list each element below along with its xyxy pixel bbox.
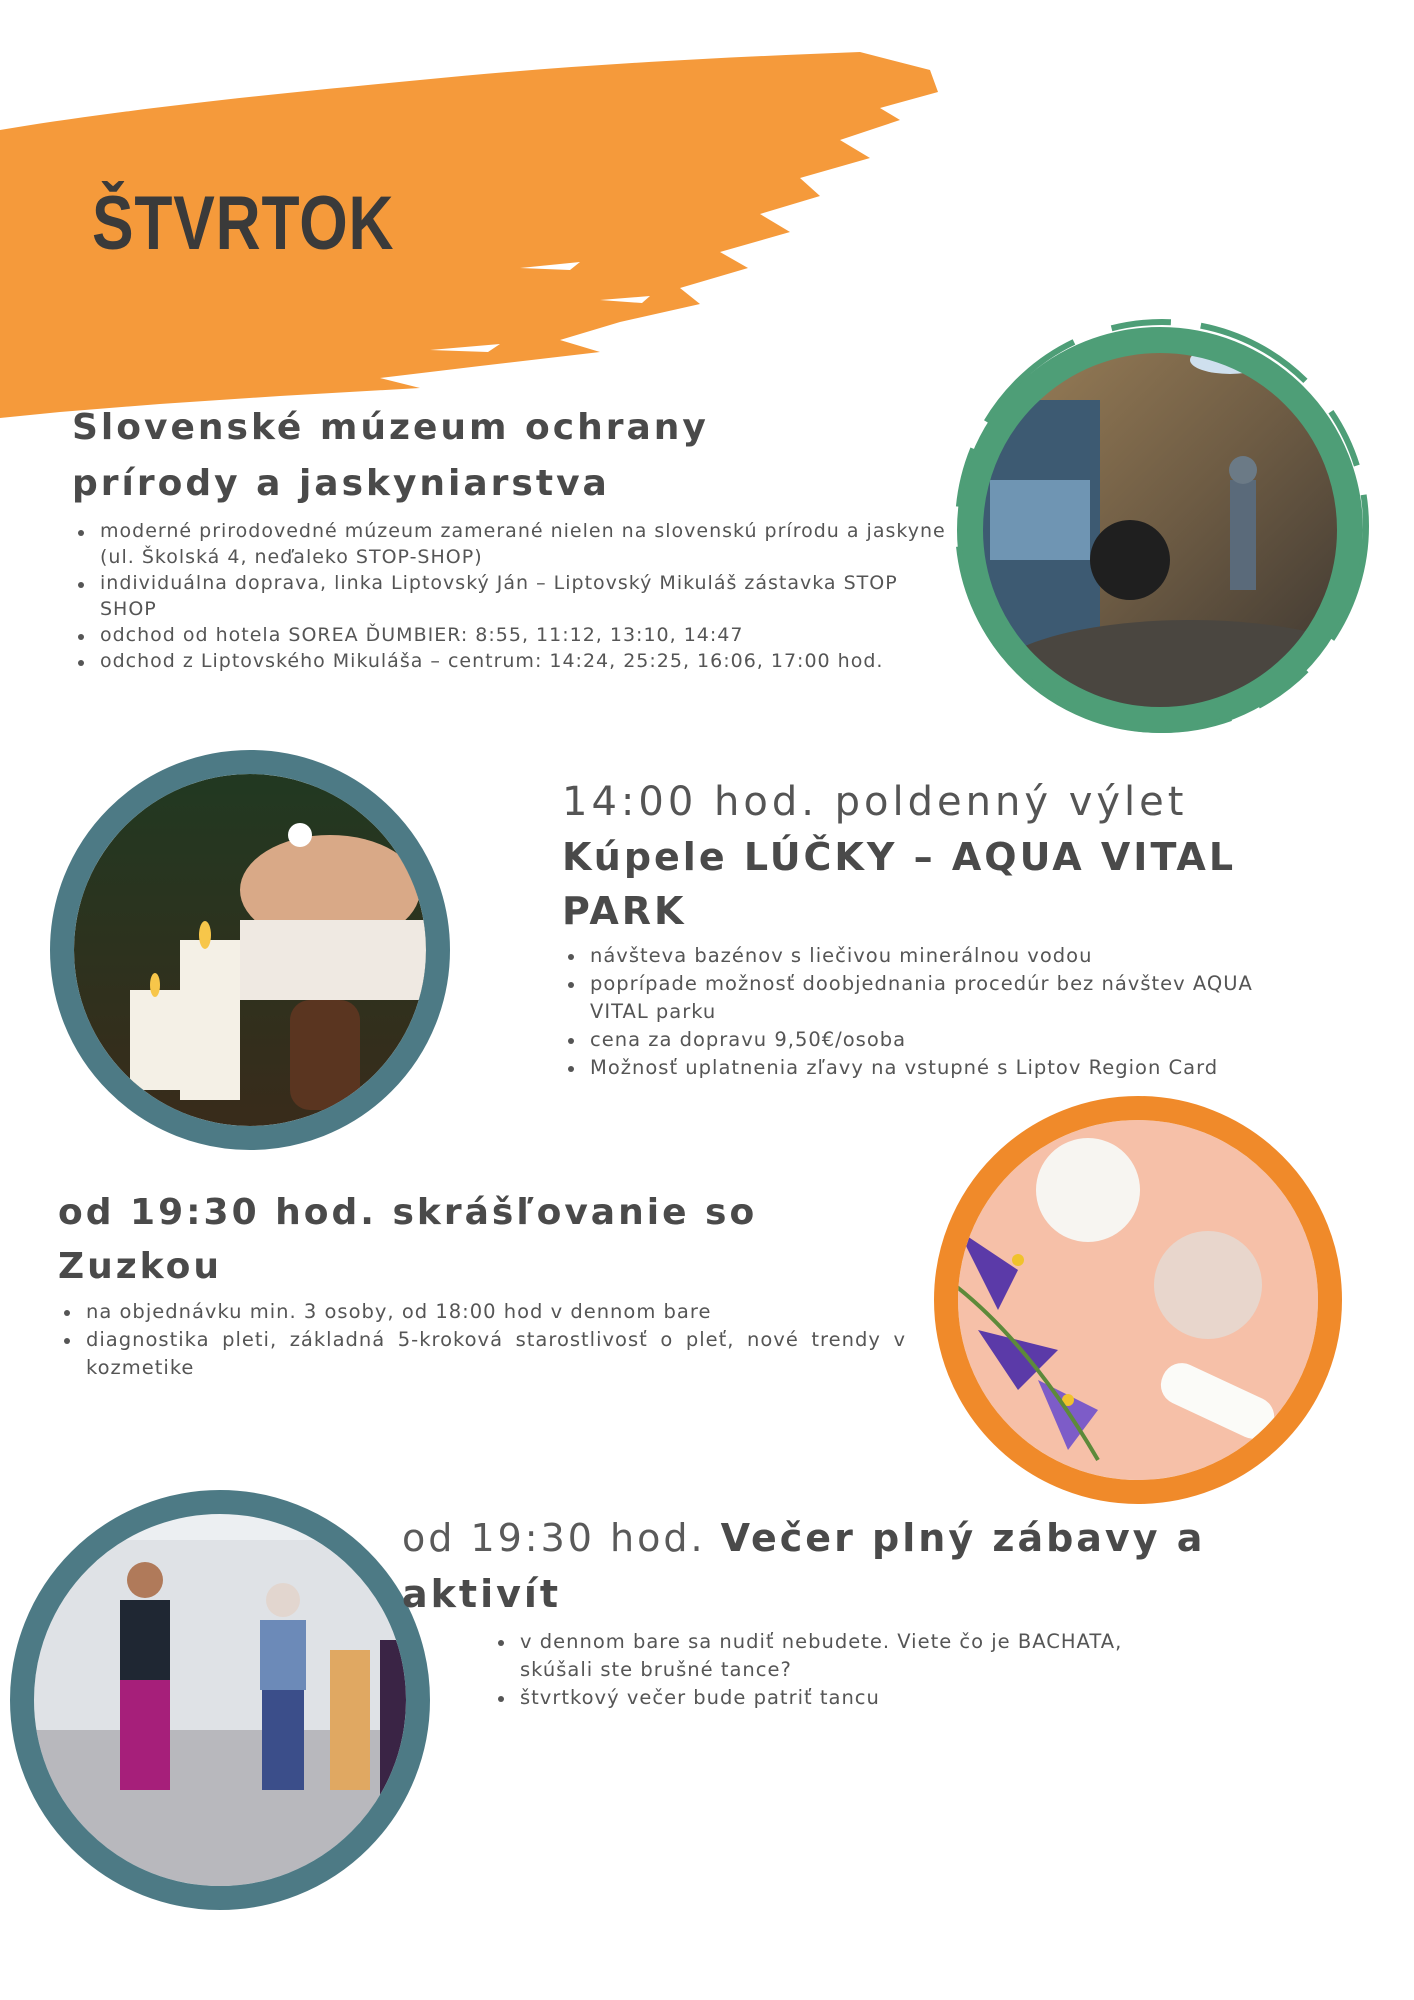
- section-museum-title: Slovenské múzeum ochrany prírody a jaskyniarstva: [72, 407, 709, 504]
- spa-candles-photo: [40, 740, 460, 1160]
- day-title: ŠTVRTOK: [92, 181, 395, 266]
- section-museum: [72, 400, 946, 674]
- list-item: štvrtkový večer bude patriť tancu: [520, 1684, 1160, 1712]
- section-evening-title-main: Večer plný zábavy a aktivít: [402, 1516, 1206, 1616]
- list-item: moderné prirodovedné múzeum zamerané nielen na slovenskú prírodu a jaskyne (ul. Školská 4, neďaleko STOP-SHOP): [100, 518, 960, 570]
- list-item: na objednávku min. 3 osoby, od 18:00 hod v dennom bare: [86, 1298, 906, 1326]
- list-item: návšteva bazénov s liečivou minerálnou vodou: [590, 942, 1280, 970]
- list-item: Možnosť uplatnenia zľavy na vstupné s Liptov Region Card: [590, 1054, 1280, 1082]
- section-beauty-list: [58, 1298, 906, 1382]
- list-item: v dennom bare sa nudiť nebudete. Viete čo je BACHATA, skúšali ste brušné tance?: [520, 1628, 1160, 1684]
- section-spa-subtitle: 14:00 hod. poldenný výlet: [562, 779, 1188, 825]
- list-item: odchod od hotela SOREA ĎUMBIER: 8:55, 11:12, 13:10, 14:47: [100, 622, 960, 648]
- dance-class-photo: [0, 1470, 460, 1930]
- list-item: individuálna doprava, linka Liptovský Ján – Liptovský Mikuláš zástavka STOP SHOP: [100, 570, 960, 622]
- list-item: diagnostika pleti, základná 5-kroková starostlivosť o pleť, nové trendy v kozmetike: [86, 1326, 906, 1382]
- section-evening: [402, 1510, 1342, 1712]
- list-item: odchod z Liptovského Mikuláša – centrum: 14:24, 25:25, 16:06, 17:00 hod.: [100, 648, 960, 674]
- section-evening-title: [402, 1510, 1342, 1622]
- section-spa-title: Kúpele LÚČKY – AQUA VITAL PARK: [562, 835, 1237, 933]
- section-spa: [562, 776, 1362, 1082]
- section-beauty: [58, 1186, 918, 1382]
- cave-museum-photo: [930, 300, 1390, 760]
- section-beauty-title: od 19:30 hod. skrášľovanie so Zuzkou: [58, 1192, 758, 1287]
- list-item: poprípade možnosť doobjednania procedúr bez návštev AQUA VITAL parku: [590, 970, 1280, 1026]
- section-spa-list: [562, 942, 1280, 1082]
- section-museum-list: [72, 518, 960, 674]
- section-evening-title-prefix: od 19:30 hod.: [402, 1516, 706, 1560]
- section-evening-list: [492, 1628, 1160, 1712]
- cosmetics-flowers-photo: [918, 1080, 1358, 1520]
- list-item: cena za dopravu 9,50€/osoba: [590, 1026, 1280, 1054]
